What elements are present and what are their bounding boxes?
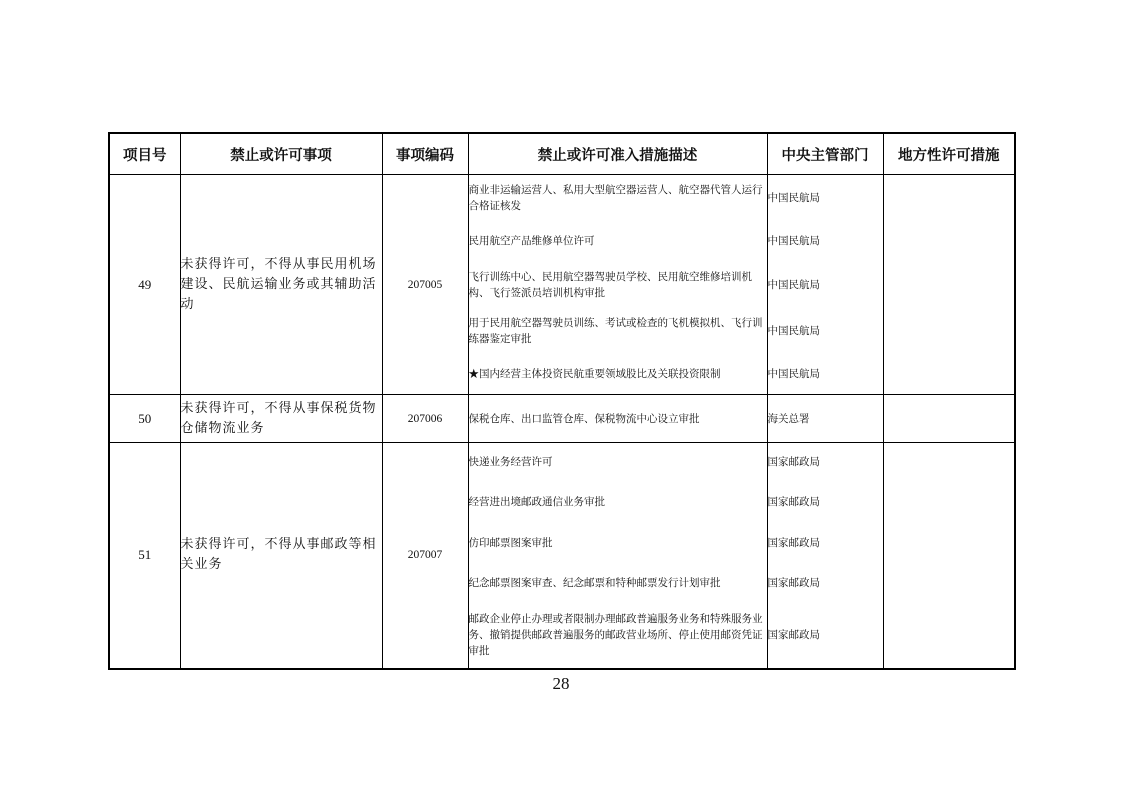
departments [767,175,883,395]
measure-description: 快递业务经营许可 [468,456,553,469]
permit-item: 未获得许可，不得从事民用机场建设、民航运输业务或其辅助活动 [180,175,382,395]
measure-descriptions [468,175,767,395]
header-item-code: 事项编码 [382,133,468,175]
table-row [109,395,1015,443]
measure-description: 纪念邮票图案审查、纪念邮票和特种邮票发行计划审批 [468,577,721,590]
measure-description: 经营进出境邮政通信业务审批 [468,496,605,509]
header-item-number: 项目号 [109,133,180,175]
department: 国家邮政局 [767,456,820,469]
department: 中国民航局 [767,324,820,337]
department: 国家邮政局 [767,537,820,550]
measure-description: 仿印邮票图案审批 [468,537,553,550]
department: 国家邮政局 [767,577,820,590]
page-number: 28 [552,674,570,693]
department: 中国民航局 [767,367,820,380]
department: 国家邮政局 [767,629,820,642]
local-measures [883,175,1015,395]
measure-descriptions [468,443,767,669]
local-measures [883,395,1015,443]
department: 中国民航局 [767,278,820,291]
table-header-row [109,133,1015,175]
item-code: 207005 [382,175,468,395]
header-local-measures: 地方性许可措施 [883,133,1015,175]
item-number: 50 [109,395,180,443]
header-measure-description: 禁止或许可准入措施描述 [468,133,767,175]
item-code: 207006 [382,395,468,443]
permit-table [108,132,1016,670]
header-permit-item: 禁止或许可事项 [180,133,382,175]
departments [767,443,883,669]
measure-description: 用于民用航空器驾驶员训练、考试或检查的飞机模拟机、飞行训练器鉴定审批 [468,316,763,345]
measure-description: 商业非运输运营人、私用大型航空器运营人、航空器代管人运行合格证核发 [468,183,763,212]
department: 国家邮政局 [767,496,820,509]
header-central-department: 中央主管部门 [767,133,883,175]
measure-description: 保税仓库、出口监管仓库、保税物流中心设立审批 [468,395,767,443]
measure-description: 民用航空产品维修单位许可 [468,234,595,247]
local-measures [883,443,1015,669]
measure-description: ★国内经营主体投资民航重要领域股比及关联投资限制 [468,367,721,380]
permit-item: 未获得许可，不得从事邮政等相关业务 [180,443,382,669]
item-number: 51 [109,443,180,669]
department: 海关总署 [767,395,883,443]
table-row [109,175,1015,395]
permit-item: 未获得许可，不得从事保税货物仓储物流业务 [180,395,382,443]
department: 中国民航局 [767,191,820,204]
department: 中国民航局 [767,234,820,247]
item-number: 49 [109,175,180,395]
measure-description: 飞行训练中心、民用航空器驾驶员学校、民用航空维修培训机构、飞行签派员培训机构审批 [468,270,752,299]
measure-description: 邮政企业停止办理或者限制办理邮政普遍服务业务和特殊服务业务、撤销提供邮政普遍服务的邮政营业场所、停止使用邮资凭证审批 [468,613,763,658]
table-row [109,443,1015,669]
item-code: 207007 [382,443,468,669]
